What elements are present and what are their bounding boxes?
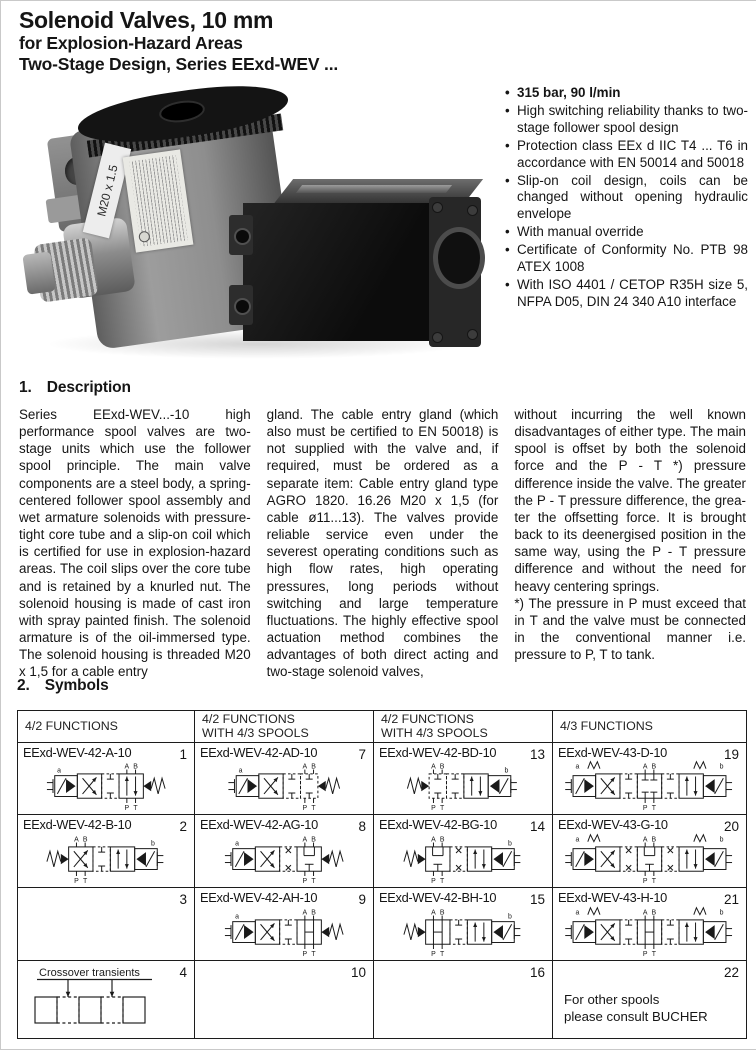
cell-number: 20 [723, 819, 739, 834]
port-label: T [311, 804, 316, 812]
mounting-hole [234, 298, 251, 315]
valve-symbol-42AH [199, 906, 369, 959]
valve-symbol-43D [557, 760, 742, 813]
port-label: T [83, 877, 88, 885]
port-label: a [57, 767, 62, 775]
cell-number: 10 [350, 965, 366, 980]
port-label: B [651, 763, 657, 771]
port-label: a [575, 836, 580, 844]
description-paragraph: without incurring the well known disadvantages of either type. The main spool is offset by both the solenoid force and the P - T *) pressure difference inside the valve. The greater the P - T pressure difference, the grea-ter the offsetting force. It is brought back to its deenergised position in the same way, using the P - T pressure difference and without the need for heavy centering springs. [514, 407, 746, 594]
page-subtitle-1: for Explosion-Hazard Areas [19, 33, 243, 53]
cell-number: 1 [179, 747, 187, 762]
model-name: EExd-WEV-43-G-10 [558, 817, 668, 832]
crossover-transients-symbol [24, 966, 192, 1030]
valve-symbol-42BG [378, 833, 548, 886]
valve-symbol-42AG [199, 833, 369, 886]
header [19, 7, 338, 74]
port-label: T [440, 877, 445, 885]
feature-list [504, 85, 748, 312]
symbol-cell-19 [552, 742, 746, 814]
symbol-cell-7 [194, 742, 373, 814]
valve-symbol-42B [22, 833, 190, 886]
port-label: P [302, 877, 308, 885]
valve-symbol-43H [557, 906, 742, 959]
crossover-label: Crossover transients [39, 967, 140, 979]
symbol-cell-8 [194, 814, 373, 887]
valve-body-top-slot [296, 185, 452, 193]
description-section [19, 379, 746, 681]
model-name: EExd-WEV-42-AH-10 [200, 890, 318, 905]
cell-number: 21 [723, 892, 739, 907]
symbol-cell-15 [373, 887, 552, 960]
port-label: T [651, 877, 656, 885]
port-label: P [642, 804, 648, 812]
port-label: B [311, 909, 316, 917]
column-header-4: 4/3 FUNCTIONS [552, 711, 746, 742]
valve-body-front [243, 203, 433, 341]
port-label: A [302, 836, 308, 844]
valve-symbol-42A [22, 760, 190, 813]
cell-number: 9 [358, 892, 366, 907]
symbol-cell-22 [552, 960, 746, 1038]
port-label: a [235, 913, 240, 921]
port-label: a [575, 909, 580, 917]
port-label: T [133, 804, 138, 812]
port-label: T [651, 950, 656, 958]
port-label: A [74, 836, 79, 844]
port-label: P [124, 804, 130, 812]
port-label: T [311, 950, 316, 958]
port-label: a [235, 840, 240, 848]
port-label: B [439, 909, 445, 917]
symbol-cell-3 [18, 887, 194, 960]
symbol-cell-21 [552, 887, 746, 960]
cell-number: 2 [179, 819, 187, 834]
port-label: A [642, 836, 648, 844]
port-label: A [431, 909, 436, 917]
port-label: A [642, 763, 648, 771]
symbol-cell-2 [18, 814, 194, 887]
feature-item: • Slip-on coil design, coils can be changed without opening hydraulic envelope [504, 173, 748, 224]
bolt-hole [432, 202, 443, 213]
section-number: 1. [19, 379, 32, 396]
model-name: EExd-WEV-43-H-10 [558, 890, 667, 905]
mounting-tab [229, 285, 253, 325]
port-label: A [302, 763, 308, 771]
port-label: B [311, 836, 316, 844]
consult-note-line: please consult BUCHER [564, 1009, 708, 1024]
port-label: B [439, 763, 445, 771]
feature-item: • High switching reliability thanks to two-stage follower spool design [504, 103, 748, 137]
valve-symbol-43G [557, 833, 742, 886]
consult-note [564, 991, 708, 1025]
model-name: EExd-WEV-43-D-10 [558, 745, 667, 760]
port-label: P [642, 877, 648, 885]
symbol-cell-20 [552, 814, 746, 887]
port-label: A [431, 836, 436, 844]
description-heading [19, 379, 746, 397]
section-title: Description [46, 379, 131, 396]
connector-tip [22, 251, 55, 295]
port-label: b [719, 836, 724, 844]
model-name: EExd-WEV-42-BD-10 [379, 745, 497, 760]
symbols-section [17, 677, 748, 1039]
symbol-cell-16 [373, 960, 552, 1038]
port-label: B [311, 763, 316, 771]
model-name: EExd-WEV-42-AG-10 [200, 817, 318, 832]
port-label: P [431, 950, 436, 958]
cell-number: 15 [529, 892, 545, 907]
port-label: b [150, 840, 155, 848]
cell-number: 19 [723, 747, 739, 762]
feature-item: • With ISO 4401 / CETOP R35H size 5, NFPA D05, DIN 24 340 A10 interface [504, 277, 748, 311]
port-label: B [82, 836, 88, 844]
cell-number: 8 [358, 819, 366, 834]
symbol-cell-13 [373, 742, 552, 814]
cell-number: 3 [179, 892, 187, 907]
footnote: *) The pressure in P must exceed that in T and the valve must be connected in the conventional manner i.e. pressure to P, T to tank. [514, 595, 746, 663]
cell-number: 7 [358, 747, 366, 762]
model-name: EExd-WEV-42-AD-10 [200, 745, 318, 760]
port-label: b [507, 913, 512, 921]
port-label: P [302, 804, 308, 812]
port-label: b [719, 763, 724, 771]
port-label: B [651, 909, 657, 917]
port-label: A [124, 763, 130, 771]
spec-label-textlines [129, 155, 188, 247]
feature-item: • With manual override [504, 224, 748, 241]
cell-number: 16 [529, 965, 545, 980]
cell-number: 22 [723, 965, 739, 980]
port-label: T [440, 804, 445, 812]
bolt-hole [467, 205, 478, 216]
port-label: a [238, 767, 243, 775]
bolt-hole [467, 329, 478, 340]
symbol-cell-4 [18, 960, 194, 1038]
symbol-cell-9 [194, 887, 373, 960]
mounting-tab [229, 215, 253, 255]
description-column-1: Series EExd-WEV...-10 high performance spool valves are two-stage units which use the follower spool principle. The main valve components are a steel body, a spring-centered follower spool assembly and wet armature solenoids with pressure-tight core tube and a slip-on coil which is certified for use in explosion-hazard areas. The coil slips over the core tube and is retained by a knurled nut. The solenoid housing is made of cast iron with spray painted finish. The solenoid armature is of the oil-immersed type. The solenoid housing is threaded M20 x 1,5 for a cable entry [19, 407, 251, 680]
port-label: B [651, 836, 657, 844]
end-port-circle [433, 227, 485, 289]
port-label: A [302, 909, 308, 917]
port-label: P [642, 950, 648, 958]
valve-symbol-42BD [378, 760, 548, 813]
valve-symbol-42BH [378, 906, 548, 959]
consult-note-line: For other spools [564, 992, 660, 1007]
cell-number: 4 [179, 965, 187, 980]
port-label: P [302, 950, 308, 958]
section-number: 2. [17, 677, 30, 694]
feature-item: • Certificate of Conformity No. PTB 98 ATEX 1008 [504, 242, 748, 276]
port-label: A [431, 763, 436, 771]
model-name: EExd-WEV-42-A-10 [23, 745, 132, 760]
model-name: EExd-WEV-42-BG-10 [379, 817, 497, 832]
feature-item: • 315 bar, 90 l/min [504, 85, 748, 102]
column-header-2: 4/2 FUNCTIONS WITH 4/3 SPOOLS [194, 711, 373, 742]
port-label: a [575, 763, 580, 771]
valve-symbol-42AD [199, 760, 369, 813]
symbols-table [17, 710, 747, 1039]
port-label: A [642, 909, 648, 917]
model-name: EExd-WEV-42-B-10 [23, 817, 132, 832]
section-title: Symbols [44, 677, 109, 694]
thread-size-text: M20 x 1.5 [93, 163, 121, 218]
page-subtitle-2: Two-Stage Design, Series EExd-WEV ... [19, 53, 339, 74]
page-title: Solenoid Valves, 10 mm [19, 7, 274, 33]
column-header-1: 4/2 FUNCTIONS [25, 718, 118, 733]
port-label: T [440, 950, 445, 958]
port-label: b [719, 909, 724, 917]
cell-number: 13 [529, 747, 545, 762]
port-label: T [651, 804, 656, 812]
model-name: EExd-WEV-42-BH-10 [379, 890, 497, 905]
mounting-hole [234, 228, 251, 245]
product-photo [31, 93, 491, 371]
port-label: b [504, 767, 509, 775]
symbols-heading [17, 677, 748, 695]
port-label: P [431, 804, 436, 812]
symbol-cell-10 [194, 960, 373, 1038]
port-label: b [507, 840, 512, 848]
port-label: P [431, 877, 436, 885]
description-column-3 [514, 406, 746, 681]
port-label: B [439, 836, 445, 844]
feature-item: • Protection class EEx d IIC T4 ... T6 in accordance with EN 50014 and 50018 [504, 138, 748, 172]
column-header-3: 4/2 FUNCTIONS WITH 4/3 SPOOLS [373, 711, 552, 742]
port-label: B [133, 763, 138, 771]
port-label: P [74, 877, 79, 885]
symbol-cell-1 [18, 742, 194, 814]
description-column-2: gland. The cable entry gland (which also must be certified to EN 50018) is not supplied with the valve and, if required, must be ordered as a separate item: Cable entry gland type AGRO 1820. 16.26 M20 x 1,5 (for cable ø11...13). The valves provide reliable service even under the severest operating conditions such as high flow rates, high operating pressures, long periods without switching and large temperature fluctuations. The highly effective spool actuation method combines the advantages of both direct acting and two-stage solenoid valves, [266, 407, 499, 680]
symbol-cell-14 [373, 814, 552, 887]
port-label: T [311, 877, 316, 885]
cell-number: 14 [529, 819, 545, 834]
bolt-hole [432, 332, 443, 343]
